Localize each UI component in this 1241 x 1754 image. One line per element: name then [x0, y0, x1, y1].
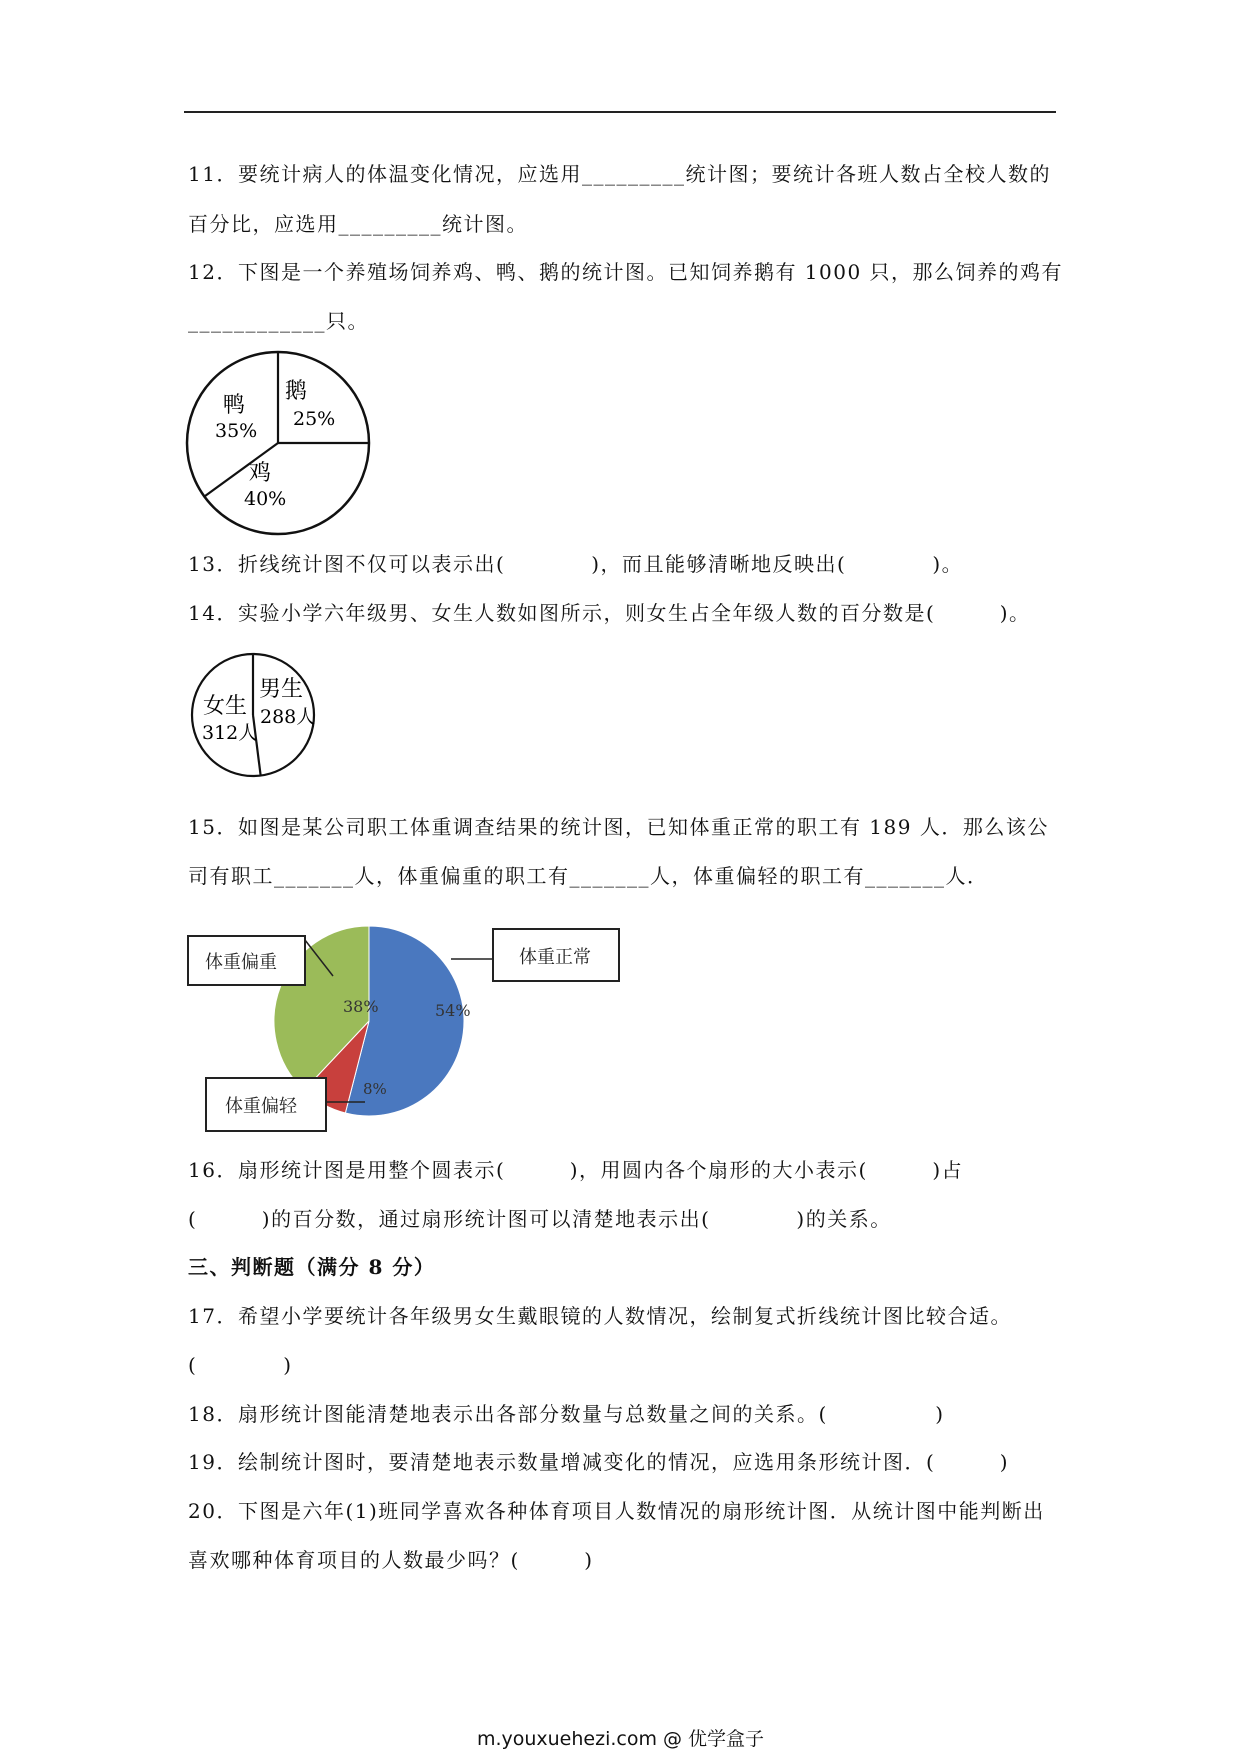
callout-label-light: 体重偏轻 [225, 1096, 297, 1117]
header-rule [184, 111, 1056, 113]
poultry-pie-chart [183, 348, 373, 538]
pie-value-heavy: 38% [343, 997, 379, 1016]
question-12-line-2: ____________只。 [188, 309, 369, 333]
question-19: 19．绘制统计图时，要清楚地表示数量增减变化的情况，应选用条形统计图．( ) [188, 1450, 1010, 1474]
question-18: 18．扇形统计图能清楚地表示出各部分数量与总数量之间的关系。( ) [188, 1402, 945, 1426]
question-16-line-1: 16．扇形统计图是用整个圆表示( )，用圆内各个扇形的大小表示( )占 [188, 1158, 964, 1182]
question-13: 13．折线统计图不仅可以表示出( )，而且能够清晰地反映出( )。 [188, 552, 964, 576]
question-17-line-2: ( ) [188, 1353, 293, 1377]
pie-label-chicken: 鸡 [249, 461, 272, 486]
question-15-line-1: 15．如图是某公司职工体重调查结果的统计图，已知体重正常的职工有 189 人．那么该公 [188, 815, 1049, 839]
footer-watermark: m.youxuehezi.com @ 优学盒子 [476, 1728, 765, 1750]
pie-label-boys: 男生 [259, 677, 304, 702]
question-14: 14．实验小学六年级男、女生人数如图所示，则女生占全年级人数的百分数是( )。 [188, 601, 1031, 625]
question-20-line-1: 20．下图是六年(1)班同学喜欢各种体育项目人数情况的扇形统计图．从统计图中能判断出 [188, 1499, 1045, 1523]
pie-label-girls: 女生 [203, 694, 248, 719]
question-16-line-2: ( )的百分数，通过扇形统计图可以清楚地表示出( )的关系。 [188, 1207, 892, 1231]
pie-value-light: 8% [363, 1080, 387, 1098]
pie-value-goose: 25% [293, 408, 336, 430]
pie-value-chicken: 40% [244, 488, 287, 510]
pie-value-duck: 35% [215, 420, 258, 442]
pie-value-boys: 288人 [260, 706, 316, 728]
callout-label-normal: 体重正常 [519, 947, 591, 968]
pie-label-duck: 鸭 [223, 393, 246, 418]
pie-value-girls: 312人 [202, 722, 258, 744]
question-17-line-1: 17．希望小学要统计各年级男女生戴眼镜的人数情况，绘制复式折线统计图比较合适。 [188, 1304, 1012, 1328]
pie-label-goose: 鹅 [285, 379, 308, 404]
question-15-line-2: 司有职工_______人，体重偏重的职工有_______人，体重偏轻的职工有_______人． [188, 864, 989, 888]
question-11-line-1: 11．要统计病人的体温变化情况，应选用_________统计图；要统计各班人数占全校人数的 [188, 162, 1051, 186]
question-12-line-1: 12．下图是一个养殖场饲养鸡、鸭、鹅的统计图。已知饲养鹅有 1000 只，那么饲养的鸡有 [188, 260, 1064, 284]
weight-pie-chart [183, 910, 633, 1140]
question-11-line-2: 百分比，应选用_________统计图。 [188, 212, 528, 236]
students-pie-chart [189, 651, 319, 781]
question-20-line-2: 喜欢哪种体育项目的人数最少吗？( ) [188, 1548, 594, 1572]
pie-value-normal: 54% [435, 1001, 471, 1020]
section-3-heading: 三、判断题（满分 8 分） [188, 1255, 436, 1279]
callout-label-heavy: 体重偏重 [205, 952, 277, 973]
